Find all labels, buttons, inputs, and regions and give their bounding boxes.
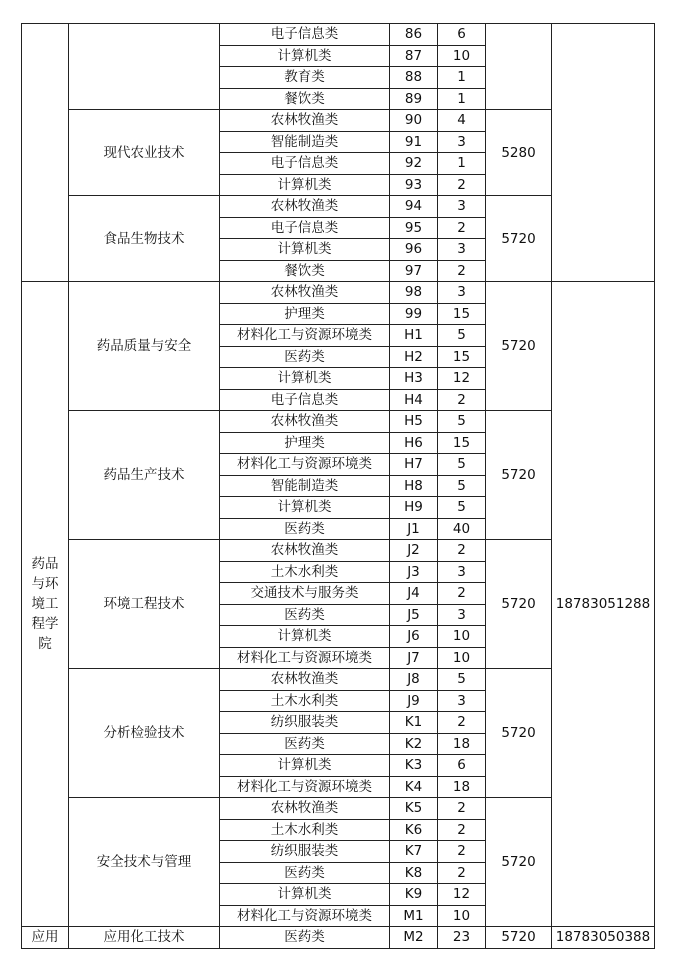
major-name-cell: 食品生物技术	[69, 196, 220, 282]
count-cell: 15	[438, 303, 486, 325]
code-cell: K5	[390, 798, 438, 820]
count-cell: 6	[438, 24, 486, 46]
category-cell: 计算机类	[220, 174, 390, 196]
code-cell: K3	[390, 755, 438, 777]
category-cell: 计算机类	[220, 755, 390, 777]
count-cell: 15	[438, 346, 486, 368]
category-cell: 医药类	[220, 346, 390, 368]
category-cell: 纺织服装类	[220, 841, 390, 863]
category-cell: 医药类	[220, 518, 390, 540]
count-cell: 10	[438, 45, 486, 67]
count-cell: 6	[438, 755, 486, 777]
category-cell: 医药类	[220, 927, 390, 949]
count-cell: 3	[438, 282, 486, 304]
code-cell: 98	[390, 282, 438, 304]
fee-cell: 5720	[486, 798, 552, 927]
category-cell: 农林牧渔类	[220, 282, 390, 304]
code-cell: H6	[390, 432, 438, 454]
count-cell: 40	[438, 518, 486, 540]
category-cell: 农林牧渔类	[220, 110, 390, 132]
category-cell: 教育类	[220, 67, 390, 89]
count-cell: 2	[438, 862, 486, 884]
count-cell: 18	[438, 776, 486, 798]
code-cell: M2	[390, 927, 438, 949]
count-cell: 12	[438, 368, 486, 390]
count-cell: 2	[438, 389, 486, 411]
phone-cell: 18783050388	[552, 927, 655, 949]
college-cell: 应用	[22, 927, 69, 949]
code-cell: H1	[390, 325, 438, 347]
fee-cell: 5280	[486, 110, 552, 196]
category-cell: 智能制造类	[220, 475, 390, 497]
category-cell: 餐饮类	[220, 88, 390, 110]
major-name-cell: 应用化工技术	[69, 927, 220, 949]
category-cell: 材料化工与资源环境类	[220, 647, 390, 669]
count-cell: 1	[438, 67, 486, 89]
count-cell: 23	[438, 927, 486, 949]
code-cell: H9	[390, 497, 438, 519]
category-cell: 计算机类	[220, 626, 390, 648]
code-cell: 93	[390, 174, 438, 196]
count-cell: 5	[438, 454, 486, 476]
count-cell: 2	[438, 841, 486, 863]
count-cell: 5	[438, 411, 486, 433]
count-cell: 2	[438, 260, 486, 282]
count-cell: 3	[438, 690, 486, 712]
category-cell: 计算机类	[220, 497, 390, 519]
major-name-cell: 药品生产技术	[69, 411, 220, 540]
category-cell: 农林牧渔类	[220, 669, 390, 691]
code-cell: 91	[390, 131, 438, 153]
table-row	[22, 24, 655, 46]
category-cell: 材料化工与资源环境类	[220, 325, 390, 347]
code-cell: J9	[390, 690, 438, 712]
category-cell: 土木水利类	[220, 819, 390, 841]
code-cell: H3	[390, 368, 438, 390]
code-cell: J1	[390, 518, 438, 540]
code-cell: M1	[390, 905, 438, 927]
count-cell: 5	[438, 475, 486, 497]
category-cell: 电子信息类	[220, 153, 390, 175]
category-cell: 材料化工与资源环境类	[220, 454, 390, 476]
category-cell: 医药类	[220, 733, 390, 755]
category-cell: 交通技术与服务类	[220, 583, 390, 605]
code-cell: 94	[390, 196, 438, 218]
fee-cell: 5720	[486, 411, 552, 540]
major-name-cell	[69, 24, 220, 110]
fee-cell: 5720	[486, 540, 552, 669]
code-cell: H2	[390, 346, 438, 368]
category-cell: 护理类	[220, 303, 390, 325]
code-cell: H7	[390, 454, 438, 476]
major-name-cell: 环境工程技术	[69, 540, 220, 669]
count-cell: 3	[438, 239, 486, 261]
count-cell: 10	[438, 626, 486, 648]
code-cell: H4	[390, 389, 438, 411]
code-cell: J5	[390, 604, 438, 626]
code-cell: K1	[390, 712, 438, 734]
code-cell: K8	[390, 862, 438, 884]
code-cell: 99	[390, 303, 438, 325]
code-cell: J2	[390, 540, 438, 562]
code-cell: 95	[390, 217, 438, 239]
phone-cell: 18783051288	[552, 282, 655, 927]
fee-cell: 5720	[486, 196, 552, 282]
category-cell: 农林牧渔类	[220, 798, 390, 820]
count-cell: 5	[438, 669, 486, 691]
category-cell: 纺织服装类	[220, 712, 390, 734]
fee-cell: 5720	[486, 282, 552, 411]
count-cell: 3	[438, 604, 486, 626]
category-cell: 土木水利类	[220, 561, 390, 583]
category-cell: 计算机类	[220, 45, 390, 67]
count-cell: 1	[438, 153, 486, 175]
count-cell: 1	[438, 88, 486, 110]
code-cell: K2	[390, 733, 438, 755]
category-cell: 餐饮类	[220, 260, 390, 282]
code-cell: 87	[390, 45, 438, 67]
count-cell: 18	[438, 733, 486, 755]
table-row	[22, 927, 655, 949]
count-cell: 10	[438, 647, 486, 669]
count-cell: 2	[438, 174, 486, 196]
category-cell: 护理类	[220, 432, 390, 454]
count-cell: 3	[438, 561, 486, 583]
major-name-cell: 分析检验技术	[69, 669, 220, 798]
major-name-cell: 现代农业技术	[69, 110, 220, 196]
category-cell: 电子信息类	[220, 24, 390, 46]
count-cell: 10	[438, 905, 486, 927]
category-cell: 智能制造类	[220, 131, 390, 153]
category-cell: 计算机类	[220, 368, 390, 390]
category-cell: 材料化工与资源环境类	[220, 905, 390, 927]
table-body	[22, 24, 655, 949]
table-row	[22, 282, 655, 304]
category-cell: 医药类	[220, 604, 390, 626]
code-cell: J6	[390, 626, 438, 648]
code-cell: H5	[390, 411, 438, 433]
code-cell: K9	[390, 884, 438, 906]
code-cell: K7	[390, 841, 438, 863]
code-cell: 90	[390, 110, 438, 132]
major-name-cell: 药品质量与安全	[69, 282, 220, 411]
admissions-table	[21, 23, 655, 949]
count-cell: 3	[438, 196, 486, 218]
count-cell: 12	[438, 884, 486, 906]
fee-cell: 5720	[486, 927, 552, 949]
count-cell: 2	[438, 583, 486, 605]
count-cell: 4	[438, 110, 486, 132]
count-cell: 2	[438, 798, 486, 820]
category-cell: 农林牧渔类	[220, 411, 390, 433]
category-cell: 土木水利类	[220, 690, 390, 712]
count-cell: 2	[438, 712, 486, 734]
count-cell: 2	[438, 217, 486, 239]
category-cell: 电子信息类	[220, 217, 390, 239]
code-cell: K6	[390, 819, 438, 841]
code-cell: J4	[390, 583, 438, 605]
count-cell: 5	[438, 497, 486, 519]
fee-cell	[486, 24, 552, 110]
category-cell: 计算机类	[220, 239, 390, 261]
code-cell: K4	[390, 776, 438, 798]
count-cell: 15	[438, 432, 486, 454]
code-cell: 97	[390, 260, 438, 282]
code-cell: 86	[390, 24, 438, 46]
count-cell: 2	[438, 540, 486, 562]
category-cell: 电子信息类	[220, 389, 390, 411]
category-cell: 材料化工与资源环境类	[220, 776, 390, 798]
category-cell: 计算机类	[220, 884, 390, 906]
count-cell: 5	[438, 325, 486, 347]
code-cell: J7	[390, 647, 438, 669]
code-cell: 88	[390, 67, 438, 89]
code-cell: 92	[390, 153, 438, 175]
code-cell: 89	[390, 88, 438, 110]
major-name-cell: 安全技术与管理	[69, 798, 220, 927]
phone-cell	[552, 24, 655, 282]
fee-cell: 5720	[486, 669, 552, 798]
code-cell: H8	[390, 475, 438, 497]
code-cell: J8	[390, 669, 438, 691]
code-cell: J3	[390, 561, 438, 583]
college-cell	[22, 24, 69, 282]
college-cell: 药品与环境工程学院	[22, 282, 69, 927]
category-cell: 农林牧渔类	[220, 196, 390, 218]
category-cell: 医药类	[220, 862, 390, 884]
code-cell: 96	[390, 239, 438, 261]
category-cell: 农林牧渔类	[220, 540, 390, 562]
count-cell: 2	[438, 819, 486, 841]
count-cell: 3	[438, 131, 486, 153]
